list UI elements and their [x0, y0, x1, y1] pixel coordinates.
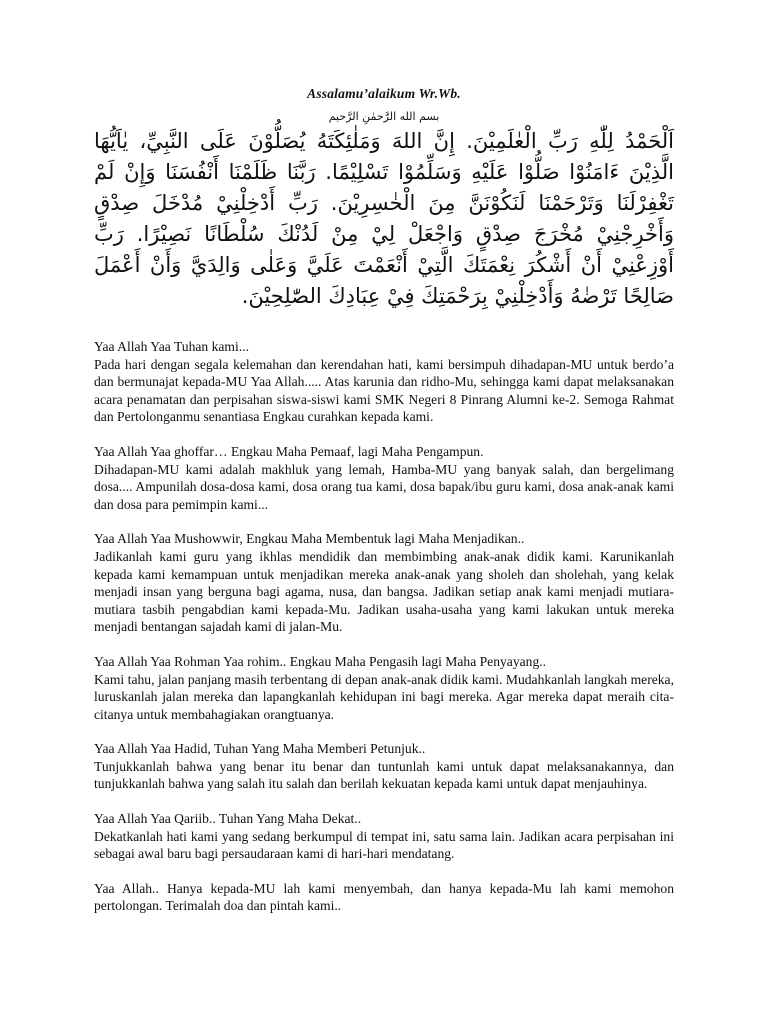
- prayer-body: [94, 338, 674, 915]
- document-page: [94, 86, 674, 932]
- paragraph-heading: Yaa Allah Yaa Rohman Yaa rohim.. Engkau Maha Pengasih lagi Maha Penyayang..: [94, 653, 547, 669]
- paragraph-body: Tunjukkanlah bahwa yang benar itu benar dan tuntunlah kami untuk dapat melaksanakannya, dan tunjukkanlah bahwa yang salah itu salah dan berilah kekuatan kepada kami untuk dapat menjauhinya.: [94, 758, 674, 792]
- greeting-heading: Assalamu’alaikum Wr.Wb.: [307, 86, 461, 101]
- paragraph-body: Dekatkanlah hati kami yang sedang berkumpul di tempat ini, satu sama lain. Jadikan acara perpisahan ini sebagai awal baru bagi persaudaraan kami di hari-hari mendatang.: [94, 828, 674, 862]
- arabic-prayer-text: اَلْحَمْدُ لِلّٰهِ رَبِّ الْعٰلَمِيْنَ. إِنَّ اللهَ وَمَلٰئِكَتَهُ يُصَلُّوْنَ عَلَى النَّبِيِّ، يٰاَيُّهَا الَّذِيْنَ ءَامَنُوْا صَلُّوْا عَلَيْهِ وَسَلِّمُوْا تَسْلِيْمًا. رَبَّنَا ظَلَمْنَا أَنْفُسَنَا وَإِنْ لَمْ تَغْفِرْلَنَا وَتَرْحَمْنَا لَنَكُوْنَنَّ مِنَ الْخٰسِرِيْنَ. رَبِّ أَدْخِلْنِيْ مُدْخَلَ صِدْقٍ وَأَخْرِجْنِيْ مُخْرَجَ صِدْقٍ وَاجْعَلْ لِيْ مِنْ لَدُنْكَ سُلْطَانًا نَصِيْرًا. رَبِّ أَوْزِعْنِيْ أَنْ أَشْكُرَ نِعْمَتَكَ الَّتِيْ أَنْعَمْتَ عَلَيَّ وَعَلٰى وَالِدَيَّ وَأَنْ أَعْمَلَ صَالِحًا تَرْضٰهُ وَأَدْخِلْنِيْ بِرَحْمَتِكَ فِيْ عِبَادِكَ الصّٰلِحِيْنَ.: [94, 129, 674, 308]
- paragraph-body: Pada hari dengan segala kelemahan dan kerendahan hati, kami bersimpuh dihadapan-MU untuk berdo’a dan bermunajat kepada-MU Yaa Allah..... Atas karunia dan ridho-Mu, sehingga kami dapat melaksanakan acara penamatan dan perpisahan siswa-siswi kami SMK Negeri 8 Pinrang Alumni ke-2. Semoga Rahmat dan Pertolonganmu senantiasa Engkau curahkan kepada kami.: [94, 356, 674, 425]
- prayer-paragraph: [94, 740, 674, 793]
- paragraph-body: Dihadapan-MU kami adalah makhluk yang lemah, Hamba-MU yang banyak salah, dan bergelimang dosa.... Ampunilah dosa-dosa kami, dosa orang tua kami, dosa bapak/ibu guru kami, dosa anak-anak kami dan dosa para pemimpin kami...: [94, 461, 674, 512]
- paragraph-heading: Yaa Allah Yaa ghoffar… Engkau Maha Pemaaf, lagi Maha Pengampun.: [94, 443, 484, 459]
- prayer-paragraph: [94, 530, 674, 636]
- prayer-paragraph: [94, 653, 674, 723]
- bismillah-line: بسم الله الرَّحمٰنِ الرَّحيم: [328, 110, 440, 123]
- prayer-paragraph: [94, 338, 674, 426]
- prayer-paragraph: [94, 443, 674, 513]
- paragraph-heading: Yaa Allah Yaa Mushowwir, Engkau Maha Membentuk lagi Maha Menjadikan..: [94, 531, 525, 547]
- paragraph-body: Kami tahu, jalan panjang masih terbentang di depan anak-anak didik kami. Mudahkanlah langkah mereka, luruskanlah jalan mereka dan lapangkanlah kehidupan ini bagi mereka. Agar mereka dapat meraih cita-citanya untuk membahagiakan orangtuanya.: [94, 671, 674, 722]
- paragraph-body: Yaa Allah.. Hanya kepada-MU lah kami menyembah, dan hanya kepada-Mu lah kami memohon pertolongan. Terimalah doa dan pintah kami..: [94, 880, 674, 914]
- arabic-opening: [94, 110, 674, 312]
- prayer-paragraph: [94, 810, 674, 863]
- paragraph-heading: Yaa Allah Yaa Qariib.. Tuhan Yang Maha Dekat..: [94, 811, 362, 827]
- paragraph-heading: Yaa Allah Yaa Tuhan kami...: [94, 339, 249, 354]
- paragraph-heading: Yaa Allah Yaa Hadid, Tuhan Yang Maha Memberi Petunjuk..: [94, 741, 426, 757]
- paragraph-body: Jadikanlah kami guru yang ikhlas mendidik dan membimbing anak-anak didik kami. Karunikanlah kepada kami kemampuan untuk menjadikan mereka anak-anak yang sholeh dan sholehah, yang kelak menjadi insan yang berguna bagi agama, nusa, dan bangsa. Jadikan setiap anak kami menjadi mutiara-mutiara tasbih pengabdian kami kepada-Mu. Jadikan usaha-usaha yang kami lakukan untuk mereka menjadi bentangan sajadah kami di jalan-Mu.: [94, 548, 674, 635]
- prayer-paragraph-closing: [94, 880, 674, 915]
